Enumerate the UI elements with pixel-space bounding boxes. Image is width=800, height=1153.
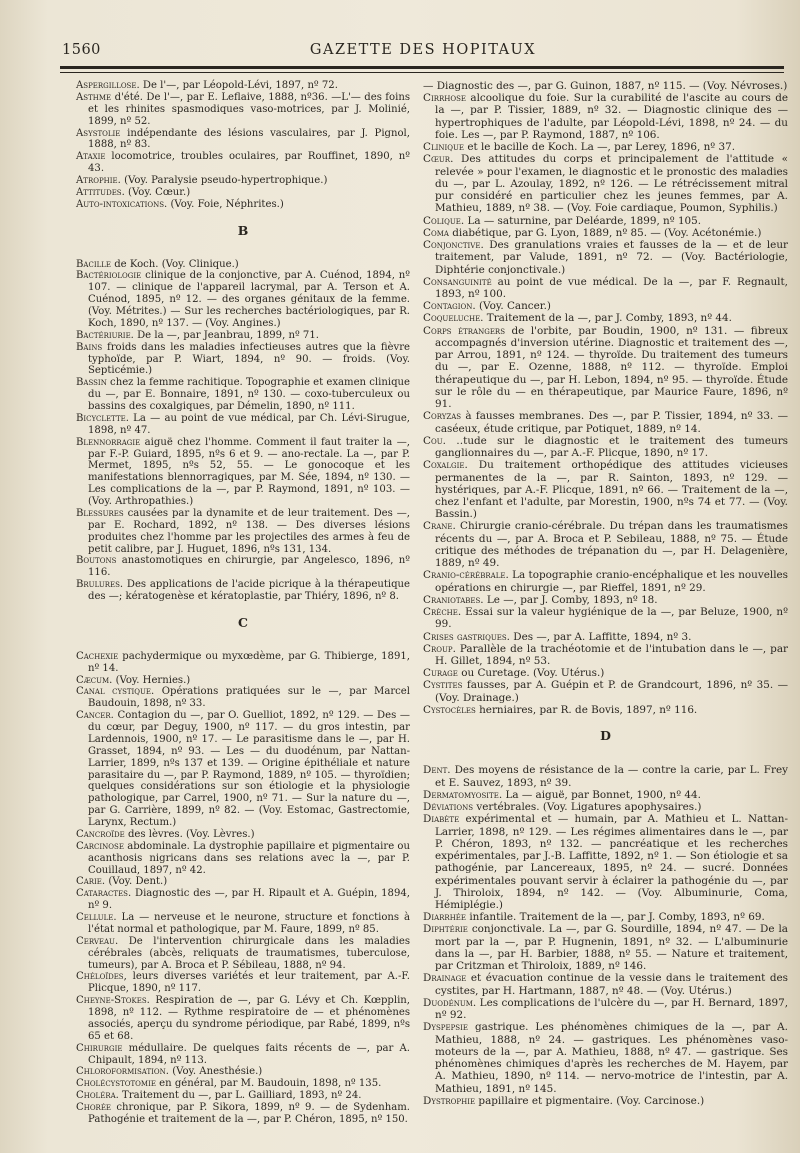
entry-text: Respiration de —, par G. Lévy et Ch. Kœpplin, 1898, nº 112. — Rythme respiratoire de — et phénomènes associés, aperçu du syndrome périodique, par Rabé, 1899, nºs 65 et 68. bbox=[88, 995, 410, 1042]
entry-text: Du traitement orthopédique des attitudes vicieuses permanentes de la —, par R. Sainton, 1893, nº 129. — hystériques, par A.-F. Plicque, 1891, nº 66. — Traitement de la —, chez l'enfant et l'adulte, par Morestin, 1900, nºs 74 et 77. — (Voy. Bassin.) bbox=[435, 459, 788, 521]
index-entry bbox=[76, 888, 410, 912]
entry-text: gastrique. Les phénomènes chimiques de la —, par A. Mathieu, 1888, nº 24. — gastriques. Les phénomènes vaso-moteurs de la —, par A. Mathieu, 1888, nº 47. — gastrique. Ses phénomènes chimiques d'après les recherches de M. Hayem, par A. Mathieu, 1890, nº 114. — nervo-motrice de l'intestin, par A. Mathieu, 1891, nº 145. bbox=[435, 1021, 788, 1095]
entry-text: aiguë chez l'homme. Comment il faut traiter la —, par F.-P. Guiard, 1895, nºs 6 et 9. — ano-rectale. La —, par P. Mermet, 1895, nºs 52, 55. — Le gonocoque et les manifestations blennorragiques, par M. Sée, 1894, nº 130. — Les complications de la —, par P. Raymond, 1891, nº 103. — (Voy. Arthropathies.) bbox=[88, 436, 410, 507]
entry-term: Chirurgie bbox=[76, 1042, 123, 1054]
left-column bbox=[76, 80, 410, 1126]
entry-text: Essai sur la valeur hygiénique de la —, par Beluze, 1900, nº 99. bbox=[435, 606, 788, 631]
entry-text: La topographie cranio-encéphalique et les nouvelles opérations en chirurgie —, par Rieffel, 1891, nº 29. bbox=[435, 569, 788, 594]
entry-term: Bactériurie. bbox=[76, 329, 134, 341]
entry-term: Cou. bbox=[423, 434, 446, 447]
entry-term: Curage bbox=[423, 667, 458, 680]
entry-text: Des moyens de résistance de la — contre la carie, par L. Frey et E. Sauvez, 1893, nº 39. bbox=[435, 764, 788, 789]
entry-term: Auto-intoxications. bbox=[76, 198, 168, 210]
index-entry bbox=[76, 936, 410, 972]
index-entry bbox=[76, 971, 410, 995]
entry-text: (Voy. Anesthésie.) bbox=[168, 1066, 263, 1078]
entry-text: et le bacille de Koch. La —, par Lerey, 1896, nº 37. bbox=[464, 141, 735, 154]
index-entry bbox=[76, 912, 410, 936]
index-entry bbox=[423, 312, 788, 324]
entry-text: diabétique, par G. Lyon, 1889, nº 85. — (Voy. Acétonémie.) bbox=[448, 226, 762, 239]
entry-term: Canal cystique. bbox=[76, 686, 155, 698]
index-entry bbox=[76, 270, 410, 329]
entry-term: Cheyne-Stokes. bbox=[76, 995, 150, 1007]
entry-text: (Voy. Hernies.) bbox=[112, 674, 191, 686]
entry-term: Crane. bbox=[423, 520, 456, 533]
entry-text: Les complications de l'ulcère du —, par H. Bernard, 1897, nº 92. bbox=[435, 996, 788, 1022]
index-entry bbox=[76, 437, 410, 508]
entry-text: La — aiguë, par Bonnet, 1900, nº 44. bbox=[502, 788, 701, 801]
entry-term: Chloroformisation. bbox=[76, 1066, 169, 1078]
entry-text: Parallèle de la trachéotomie et de l'intubation dans le —, par H. Gillet, 1894, nº 53. bbox=[435, 642, 788, 668]
entry-term: Coma bbox=[423, 226, 449, 239]
entry-term: Cœur. bbox=[423, 153, 454, 166]
index-entry bbox=[76, 1066, 410, 1078]
entry-text: vertébrales. (Voy. Ligatures apophysaires.) bbox=[473, 801, 702, 814]
entry-term: Brulures. bbox=[76, 579, 124, 591]
entry-term: Croup. bbox=[423, 642, 456, 655]
entry-term: Contagion. bbox=[423, 300, 476, 313]
entry-text: conjonctivale. La —, par G. Sourdille, 1894, nº 47. — De la mort par la —, par P. Hugnenin, 1891, nº 32. — L'albuminurie dans la —, par H. Barbier, 1888, nº 55. — Nature et traitement, par Critzman et Thiroloix, 1889, nº 146. bbox=[435, 923, 788, 973]
index-entry bbox=[423, 911, 788, 923]
index-entry bbox=[423, 606, 788, 630]
entry-text: alcoolique du foie. Sur la curabilité de l'ascite au cours de la —, par P. Tissier, 1889, nº 32. — Diagnostic clinique des — hypertrophiques de l'adulte, par Léopold-Lévi, 1898, nº 24. — du foie. Les —, par P. Raymond, 1887, nº 106. bbox=[435, 92, 788, 141]
index-entry bbox=[423, 704, 788, 716]
journal-title: GAZETTE DES HOPITAUX bbox=[309, 42, 537, 58]
entry-term: Carie. bbox=[76, 876, 106, 888]
header-rule-thin bbox=[60, 72, 784, 73]
index-entry bbox=[76, 377, 410, 413]
header-rule-thick bbox=[60, 66, 784, 69]
index-entry bbox=[423, 239, 788, 276]
index-entry bbox=[76, 1090, 410, 1102]
index-entry bbox=[76, 1043, 410, 1067]
entry-term: Coxalgie. bbox=[423, 459, 468, 472]
section-heading-d: D bbox=[600, 728, 611, 744]
entry-term: Diphtérie bbox=[423, 923, 468, 936]
entry-text: Chirurgie cranio-cérébrale. Du trépan dans les traumatismes récents du —, par A. Broca et P. Sebileau, 1888, nº 75. — Étude critique des méthodes de trépanation du —, par H. Delagenière, 1889, nº 49. bbox=[435, 520, 788, 570]
entry-text: médullaire. De quelques faits récents de —, par A. Chipault, 1894, nº 113. bbox=[88, 1042, 410, 1066]
index-entry bbox=[423, 435, 788, 459]
entry-text: (Voy. Dent.) bbox=[105, 876, 168, 888]
entry-term: Cerveau. bbox=[76, 935, 119, 947]
entry-text: Contagion du —, par O. Guelliot, 1892, nº 129. — Des — du cœur, par Deguy, 1900, nº 117. — du gros intestin, par Lardennois, 1900, nº 17. — Le parasitisme dans le —, par H. Grasset, 1894, nº 93. — Les — du duodénum, par Nattan-Larrier, 1899, nºs 137 et 139. — Origine épithéliale et nature parasitaire du —, par P. Raymond, 1889, nº 105. — thyroïdien; quelques considérations sur son étiologie et la physiologie pathologique, par Carrel, 1900, nº 71. — Sur la nature du —, par G. Carrière, 1899, nº 82. — (Voy. Estomac, Gastrectomie, Larynx, Rectum.) bbox=[88, 710, 410, 828]
index-entry bbox=[76, 555, 410, 579]
index-entry bbox=[76, 710, 410, 829]
entry-text: La — saturnine, par Deléarde, 1899, nº 105. bbox=[464, 214, 702, 227]
index-entry bbox=[423, 594, 788, 606]
entry-term: Cirrhose bbox=[423, 92, 467, 105]
entry-text: au point de vue médical. De la —, par F. Regnault, 1893, nº 100. bbox=[435, 275, 788, 300]
entry-text: froids dans les maladies infectieuses autres que la fièvre typhoïde, par P. Wiart, 1894, nº 90. — froids. (Voy. Septicémie.) bbox=[88, 341, 410, 377]
entry-term: Bactériologie bbox=[76, 270, 142, 282]
index-entry bbox=[423, 972, 788, 996]
index-entry bbox=[423, 459, 788, 520]
entry-term: Blennorragie bbox=[76, 436, 141, 448]
entry-text: chronique, par P. Sikora, 1899, nº 9. — de Sydenham. Pathogénie et traitement de la —, par P. Chéron, 1895, nº 150. bbox=[88, 1102, 410, 1125]
entry-term: Craniotabes. bbox=[423, 593, 484, 606]
entry-text: (Voy. Foie, Néphrites.) bbox=[167, 198, 284, 210]
index-entry bbox=[76, 151, 410, 175]
index-entry bbox=[76, 413, 410, 437]
index-entry bbox=[76, 330, 410, 342]
entry-term: Diarrhée bbox=[423, 911, 467, 924]
entry-text: d'été. De l'—, par E. Leflaive, 1888, nº36. —L'— des foins et les rhinites spasmodiques vaso-motrices, par J. Molinié, 1899, nº 52. bbox=[88, 91, 410, 127]
entry-text: Traitement du —, par L. Gailliard, 1893, nº 24. bbox=[118, 1090, 362, 1102]
index-entry bbox=[423, 227, 788, 239]
entry-text: clinique de la conjonctive, par A. Cuénod, 1894, nº 107. — clinique de l'appareil lacrymal, par A. Terson et A. Cuénod, 1895, nº 12. — des organes génitaux de la femme. (Voy. Métrites.) — Sur les recherches bactériologiques, par R. Koch, 1890, nº 137. — (Voy. Angines.) bbox=[88, 270, 410, 329]
index-entry bbox=[423, 813, 788, 911]
index-entry bbox=[423, 300, 788, 312]
index-entry bbox=[423, 643, 788, 667]
entry-text: expérimental et — humain, par A. Mathieu et L. Nattan-Larrier, 1898, nº 129. — Les régimes alimentaires dans le —, par P. Chéron, 1893, nº 132. — pancréatique et les recherches expérimentales, par J.-B. Laffitte, 1892, nº 1. — Son étiologie et sa pathogénie, par Lancereaux, 1895, nº 24. — sucré. Données expérimentales pouvant servir à éclairer la pathogénie du —, par J. Thiroloix, 1894, nº 142. — (Voy. Albuminurie, Coma, Hémiplégie.) bbox=[435, 813, 788, 911]
page-number: 1560 bbox=[62, 42, 101, 58]
index-entry bbox=[76, 651, 410, 675]
right-column bbox=[423, 80, 788, 1107]
entry-term: Cancer. bbox=[76, 710, 114, 722]
index-entry bbox=[423, 679, 788, 703]
index-entry bbox=[423, 92, 788, 141]
index-entry bbox=[76, 1102, 410, 1126]
entry-text: pachydermique ou myxœdème, par G. Thibierge, 1891, nº 14. bbox=[88, 650, 410, 674]
index-entry bbox=[76, 92, 410, 128]
index-entry bbox=[76, 259, 410, 271]
entry-text: de Koch. (Voy. Clinique.) bbox=[111, 258, 239, 270]
entry-term: Déviations bbox=[423, 801, 474, 814]
entry-text: La — nerveuse et le neurone, structure et fonctions à l'état normal et pathologique, par M. Faure, 1899, nº 85. bbox=[88, 912, 410, 935]
entry-text: locomotrice, troubles oculaires, par Rouffinet, 1890, nº 43. bbox=[88, 151, 410, 175]
entry-term: Asthme bbox=[76, 91, 112, 103]
entry-text: Diagnostic des —, par H. Ripault et A. Guépin, 1894, nº 9. bbox=[88, 888, 410, 912]
entry-term: Atrophie. bbox=[76, 175, 121, 186]
entry-term: Conjonctive. bbox=[423, 239, 484, 252]
entry-text: — Diagnostic des —, par G. Guinon, 1887, nº 115. — (Voy. Névroses.) bbox=[423, 80, 788, 92]
index-entry bbox=[423, 520, 788, 569]
entry-text: Le —, par J. Comby, 1893, nº 18. bbox=[483, 593, 658, 606]
entry-term: Cranio-cérébrale. bbox=[423, 569, 509, 582]
entry-text: Des applications de l'acide picrique à la thérapeutique des —; kératogenèse et kératoplastie, par Thiéry, 1896, nº 8. bbox=[88, 579, 410, 602]
entry-text: Opérations pratiquées sur le —, par Marcel Baudouin, 1898, nº 33. bbox=[88, 686, 410, 710]
entry-text: fausses, par A. Guépin et P. de Grandcourt, 1896, nº 35. — (Voy. Drainage.) bbox=[435, 679, 788, 704]
entry-text: Des —, par A. Laffitte, 1894, nº 3. bbox=[509, 630, 692, 643]
index-entry bbox=[423, 667, 788, 679]
entry-term: Cancroïde bbox=[76, 828, 125, 840]
entry-text: herniaires, par R. de Bovis, 1897, nº 116. bbox=[475, 703, 698, 716]
index-entry bbox=[423, 1021, 788, 1094]
index-entry bbox=[76, 829, 410, 841]
entry-term: Bassin bbox=[76, 377, 107, 389]
entry-term: Coqueluche. bbox=[423, 312, 484, 325]
index-entry bbox=[423, 410, 788, 434]
index-entry bbox=[423, 923, 788, 972]
entry-term: Ataxie bbox=[76, 151, 106, 163]
index-entry bbox=[76, 187, 410, 199]
entry-text: papillaire et pigmentaire. (Voy. Carcinose.) bbox=[475, 1094, 705, 1107]
entry-text: causées par la dynamite et de leur traitement. Des —, par E. Rochard, 1892, nº 138. — Des diverses lésions produites chez l'homme par les projectiles des armes à feu de petit calibre, par J. Huguet, 1896, nºs 131, 134. bbox=[88, 507, 410, 555]
index-entry bbox=[423, 789, 788, 801]
entry-term: Asystolie bbox=[76, 127, 121, 139]
entry-term: Coryzas bbox=[423, 410, 462, 423]
section-heading-b: B bbox=[237, 222, 249, 238]
entry-term: Duodénum. bbox=[423, 996, 477, 1009]
index-entry bbox=[423, 764, 788, 788]
entry-text: Des attitudes du corps et principalement de l'attitude « relevée » pour l'examen, le diagnostic et le pronostic des maladies du —, par L. Azoulay, 1892, nº 126. — Le rétrécissement mitral pur considéré en particulier chez les jeunes femmes, par A. Mathieu, 1889, nº 38. — (Voy. Foie cardiaque, Poumon, Syphilis.) bbox=[435, 153, 788, 215]
index-entry bbox=[76, 995, 410, 1043]
entry-term: Cystocèles bbox=[423, 703, 476, 716]
entry-text: à fausses membranes. Des —, par P. Tissier, 1894, nº 33. — caséeux, étude critique, par Potiquet, 1889, nº 14. bbox=[435, 410, 788, 435]
index-entry bbox=[76, 199, 410, 211]
entry-term: Diabète bbox=[423, 813, 460, 826]
index-entry bbox=[76, 686, 410, 710]
index-entry bbox=[423, 801, 788, 813]
index-entry bbox=[423, 569, 788, 593]
entry-text: indépendante des lésions vasculaires, par J. Pignol, 1888, nº 83. bbox=[88, 127, 410, 151]
entry-text: ‥tude sur le diagnostic et le traitement des tumeurs ganglionnaires du —, par A.-F. Plicque, 1890, nº 17. bbox=[435, 434, 788, 460]
index-entry bbox=[423, 80, 788, 92]
entry-term: Cachexie bbox=[76, 650, 119, 662]
entry-text: en général, par M. Baudouin, 1898, nº 135. bbox=[155, 1078, 382, 1090]
entry-term: Colique. bbox=[423, 214, 465, 227]
entry-term: Clinique bbox=[423, 141, 465, 154]
index-entry bbox=[76, 80, 410, 92]
entry-text: ou Curetage. (Voy. Utérus.) bbox=[457, 667, 605, 680]
entry-term: Cholécystotomie bbox=[76, 1078, 156, 1090]
entry-term: Drainage bbox=[423, 972, 467, 985]
index-entry bbox=[76, 128, 410, 152]
entry-text: Traitement de la —, par J. Comby, 1893, nº 44. bbox=[483, 312, 732, 325]
index-entry bbox=[76, 579, 410, 603]
entry-term: Dystrophie bbox=[423, 1094, 476, 1107]
index-entry bbox=[76, 876, 410, 888]
entry-term: Chorée bbox=[76, 1102, 112, 1113]
entry-term: Bicyclette. bbox=[76, 412, 129, 424]
entry-term: Consanguinité bbox=[423, 275, 492, 288]
entry-term: Corps étrangers bbox=[423, 324, 505, 337]
index-entry bbox=[423, 153, 788, 214]
entry-text: de l'orbite, par Boudin, 1900, nº 131. — fibreux accompagnés d'inversion utérine. Diagnostic et traitement des —, par Arrou, 1891, nº 124. — thyroïde. Du traitement des tumeurs du —, par E. Ozenne, 1888, nº 112. — thyroïde. Emploi thérapeutique du —, par H. Lebon, 1894, nº 95. — thyroïde. Étude sur le rôle du — en thérapeutique, par Maurice Faure, 1896, nº 91. bbox=[435, 324, 789, 411]
index-entry bbox=[76, 841, 410, 877]
entry-text: des lèvres. (Voy. Lèvres.) bbox=[124, 828, 255, 840]
entry-text: chez la femme rachitique. Topographie et examen clinique du —, par E. Bonnaire, 1891, nº 130. — coxo-tuberculeux ou bassins des coxalgiques, par Démelin, 1890, nº 111. bbox=[88, 377, 410, 412]
entry-text: abdominale. La dystrophie papillaire et pigmentaire ou acanthosis nigricans dans ses relations avec la —, par P. Couillaud, 1897, nº 42. bbox=[88, 840, 410, 876]
entry-text: infantile. Traitement de la —, par J. Comby, 1893, nº 69. bbox=[466, 911, 765, 924]
index-entry bbox=[76, 1078, 410, 1090]
entry-term: Cystites bbox=[423, 679, 463, 692]
entry-term: Dyspepsie bbox=[423, 1021, 468, 1034]
entry-text: leurs diverses variétés et leur traitement, par A.-F. Plicque, 1890, nº 117. bbox=[88, 971, 410, 995]
index-entry bbox=[76, 508, 410, 556]
entry-term: Dent. bbox=[423, 764, 451, 777]
entry-term: Boutons bbox=[76, 555, 117, 567]
entry-text: (Voy. Paralysie pseudo-hypertrophique.) bbox=[120, 175, 328, 186]
entry-text: (Voy. Cancer.) bbox=[475, 300, 551, 313]
index-entry bbox=[423, 1095, 788, 1107]
entry-term: Bacille bbox=[76, 258, 111, 270]
entry-text: et évacuation continue de la vessie dans le traitement des cystites, par H. Hartmann, 1887, nº 48. — (Voy. Utérus.) bbox=[435, 972, 788, 997]
entry-text: La — au point de vue médical, par Ch. Lévi-Sirugue, 1898, nº 47. bbox=[88, 412, 410, 436]
entry-term: Blessures bbox=[76, 507, 124, 519]
entry-term: Aspergillose. bbox=[76, 80, 140, 91]
index-entry bbox=[76, 342, 410, 378]
entry-text: anastomotiques en chirurgie, par Angelesco, 1896, nº 116. bbox=[88, 555, 410, 579]
entry-term: Choléra. bbox=[76, 1090, 119, 1102]
entry-term: Cellule. bbox=[76, 912, 117, 923]
entry-text: De l'—, par Léopold-Lévi, 1897, nº 72. bbox=[139, 80, 338, 91]
section-heading-c: C bbox=[238, 614, 248, 630]
entry-text: De la —, par Jeanbrau, 1899, nº 71. bbox=[133, 329, 319, 341]
index-entry bbox=[423, 276, 788, 300]
entry-term: Chéloïdes, bbox=[76, 971, 127, 983]
page-header bbox=[62, 36, 784, 56]
index-entry bbox=[76, 675, 410, 687]
index-entry bbox=[423, 325, 788, 411]
index-entry bbox=[76, 175, 410, 187]
entry-text: De l'intervention chirurgicale dans les maladies cérébrales (abcès, reliquats de traumatismes, tuberculose, tumeurs), par A. Broca et P. Sébileau, 1888, nº 94. bbox=[88, 935, 410, 971]
index-entry bbox=[423, 997, 788, 1021]
entry-text: (Voy. Cœur.) bbox=[124, 186, 191, 198]
entry-term: Crises gastriques. bbox=[423, 630, 510, 643]
entry-term: Bains bbox=[76, 341, 103, 353]
entry-text: Des granulations vraies et fausses de la — et de leur traitement, par Valude, 1891, nº 72. — (Voy. Bactériologie, Diphtérie conjonctivale.) bbox=[435, 239, 788, 276]
index-entry bbox=[423, 631, 788, 643]
entry-term: Carcinose bbox=[76, 840, 124, 852]
entry-term: Dermatomyosite. bbox=[423, 788, 503, 801]
index-entry bbox=[423, 215, 788, 227]
entry-term: Cataractes. bbox=[76, 888, 132, 900]
index-entry bbox=[423, 141, 788, 153]
entry-term: Attitudes. bbox=[76, 186, 125, 198]
entry-term: Crèche. bbox=[423, 606, 462, 619]
entry-term: Cæcum. bbox=[76, 674, 113, 686]
